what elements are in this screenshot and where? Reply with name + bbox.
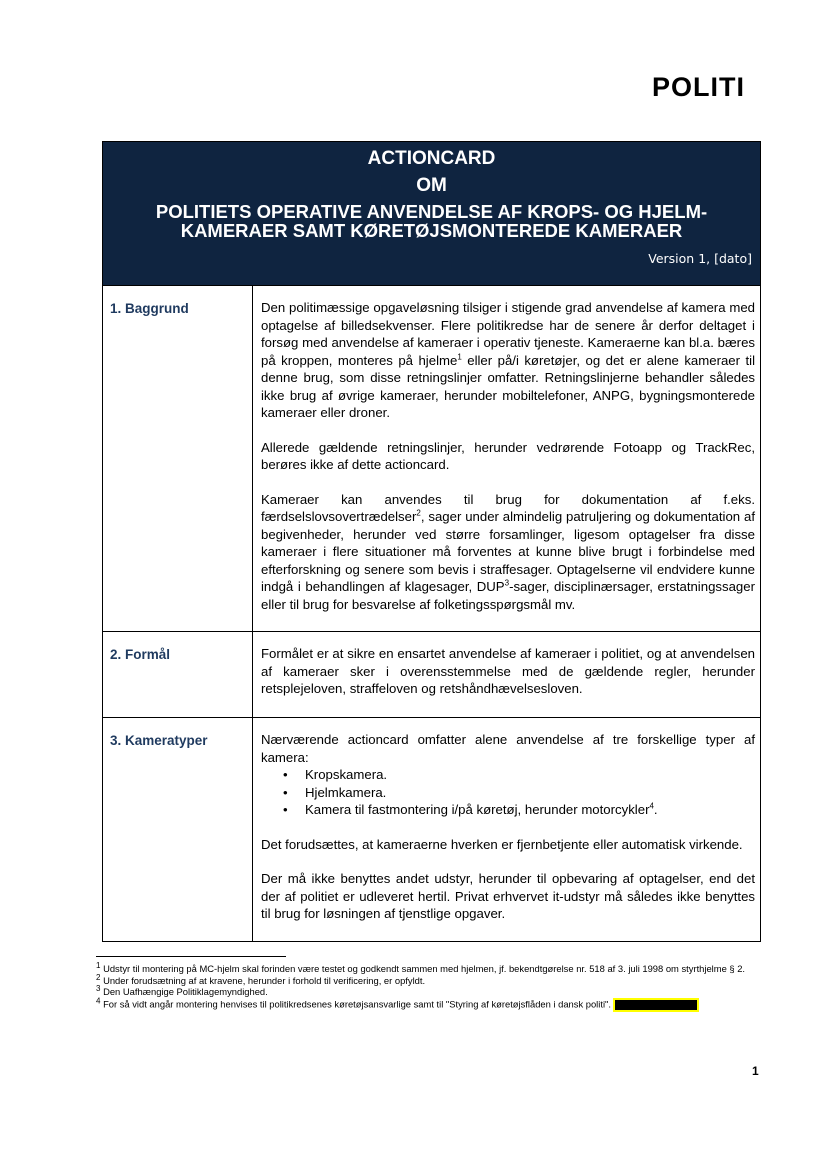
footnote bbox=[96, 960, 760, 975]
actioncard-header bbox=[103, 142, 760, 285]
footnote-number: 1 bbox=[96, 960, 101, 970]
column-divider bbox=[252, 632, 253, 717]
section-label: 3. Kameratyper bbox=[110, 733, 208, 748]
redaction-block bbox=[613, 998, 699, 1012]
list-item: • Kamera til fastmontering i/på køretøj, herunder motorcykler$^4$. bbox=[305, 801, 755, 819]
list-item: • Kropskamera. bbox=[305, 766, 755, 784]
paragraph-text: -sager, disciplinærsager, erstatningssager eller til brug for besvarelse af folketingsspørgsmål mv. bbox=[261, 579, 755, 612]
paragraph: Det forudsættes, at kameraerne hverken er fjernbetjente eller automatisk virkende. bbox=[261, 836, 743, 852]
politi-logo: POLITI bbox=[652, 72, 745, 102]
header-om: OM bbox=[416, 175, 447, 196]
section-kameratyper bbox=[103, 717, 760, 941]
footnote bbox=[96, 972, 760, 987]
paragraph-text: Kameraer kan anvendes til brug for dokumentation af f.eks. færdselslovsovertrædelser bbox=[261, 491, 755, 524]
section-content bbox=[261, 299, 755, 630]
section-label: 1. Baggrund bbox=[110, 301, 189, 316]
paragraph bbox=[261, 491, 755, 614]
section-label: 2. Formål bbox=[110, 647, 171, 662]
footnote-separator bbox=[96, 956, 286, 957]
actioncard-table bbox=[102, 141, 761, 942]
paragraph bbox=[261, 299, 755, 422]
footnote-number: 4 bbox=[96, 996, 101, 1006]
footnote bbox=[96, 998, 760, 1012]
footnote-ref: 3 bbox=[504, 578, 510, 588]
column-divider bbox=[252, 718, 253, 941]
paragraph-text: eller på/i køretøjer, og det er alene kameraer til denne brug, som disse retningslinjer omfatter. Retningslinjerne behandler således ikke brug af øvrige kameraer, herunder mobiltelefoner, ANPG, bygningsmonterede kameraer eller droner. bbox=[261, 352, 756, 420]
footnote-text: Den Uafhængige Politiklagemyndighed. bbox=[103, 986, 268, 998]
intro-text: Nærværende actioncard omfatter alene anvendelse af tre forskellige typer af kamera: bbox=[261, 732, 755, 765]
version-label: Version 1, [dato] bbox=[648, 251, 752, 266]
paragraph: Formålet er at sikre en ensartet anvendelse af kameraer i politiet, og at anvendelsen af kameraer sker i overensstemmelse med de gældende regler, herunder retsplejeloven, straffeloven og retshåndhævelsesloven. bbox=[261, 646, 755, 696]
paragraph-text: , sager under almindelig patruljering og dokumentation af begivenheder, herunder ved større forsamlinger, ligesom optagelser fra disse kameraer i flere situationer må forventes at kunne blive brugt i forbindelse med efterforskning og senere som bevis i straffesager. Optagelserne vil endvidere kunne indgå i behandlingen af klagesager, DUP bbox=[261, 509, 755, 594]
paragraph: Der må ikke benyttes andet udstyr, herunder til opbevaring af optagelser, end det der af politiet er udleveret hertil. Privat erhvervet it-udstyr må således ikke benyttes til brug for løsningen af tjenstlige opgaver. bbox=[261, 871, 755, 921]
footnote-text: For så vidt angår montering henvises til politikredsenes køretøjsansvarlige samt til "Styring af køretøjsflåden i dansk politi". bbox=[103, 998, 611, 1010]
section-content bbox=[261, 731, 755, 940]
footnote-text: Udstyr til montering på MC-hjelm skal forinden være testet og godkendt sammen med hjelmen, jf. bekendtgørelse nr. 518 af 3. juli 1998 om styrthjelme § 2. bbox=[103, 963, 746, 974]
footnote-ref: 1 bbox=[457, 352, 462, 362]
header-subtitle-line1: POLITIETS OPERATIVE ANVENDELSE AF KROPS- OG HJELM- bbox=[155, 201, 708, 222]
footnote-ref: 2 bbox=[416, 508, 421, 518]
section-baggrund bbox=[103, 285, 760, 631]
header-subtitle-line2: KAMERAER SAMT KØRETØJSMONTEREDE KAMERAER bbox=[180, 220, 683, 241]
camera-type-list bbox=[261, 766, 755, 819]
page-number: 1 bbox=[752, 1064, 759, 1078]
footnote bbox=[96, 986, 760, 998]
footnotes bbox=[96, 960, 760, 1012]
header-title: ACTIONCARD bbox=[367, 148, 496, 169]
section-formaal bbox=[103, 631, 760, 717]
footnote-ref: 4 bbox=[649, 801, 654, 811]
footnote-number: 2 bbox=[96, 972, 101, 982]
paragraph: Allerede gældende retningslinjer, herunder vedrørende Fotoapp og TrackRec, berøres ikke af dette actioncard. bbox=[261, 439, 755, 472]
footnote-number: 3 bbox=[96, 984, 101, 994]
list-item-text: Kamera til fastmontering i/på køretøj, herunder motorcykler bbox=[305, 802, 650, 817]
footnote-text: Under forudsætning af at kravene, herunder i forhold til verificering, er opfyldt. bbox=[103, 974, 426, 986]
list-item: • Hjelmkamera. bbox=[305, 784, 755, 802]
section-content bbox=[261, 645, 755, 715]
column-divider bbox=[252, 286, 253, 631]
paragraph-text: Den politimæssige opgaveløsning tilsiger i stigende grad anvendelse af kamera med optagelse af billedsekvenser. Flere politikredse har de senere år derfor deltaget i forsøg med anvendelse af kameraer i operativ tjeneste. Kameraerne kan bl.a. bæres på kroppen, monteres på hjelme bbox=[261, 300, 755, 368]
